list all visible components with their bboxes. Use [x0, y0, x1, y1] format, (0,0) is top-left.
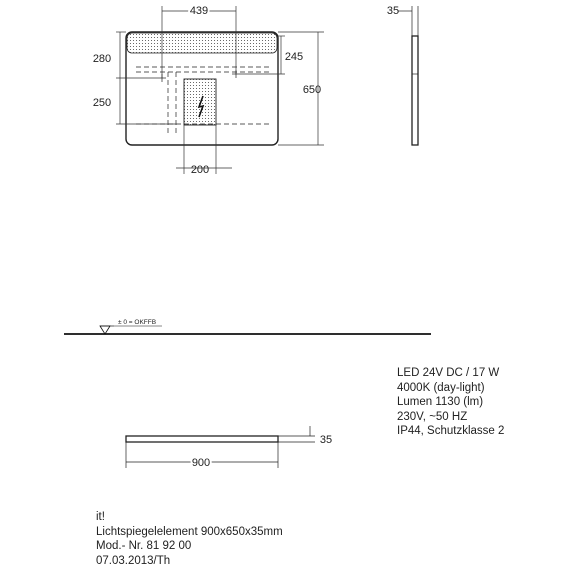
dim-bottom-width: 200 — [190, 164, 210, 176]
front-dimension-lines — [116, 6, 324, 174]
spec-line: IP44, Schutzklasse 2 — [397, 425, 505, 438]
plan-view — [126, 426, 315, 468]
dim-depth-side: 35 — [386, 5, 400, 17]
dim-depth-plan: 35 — [319, 434, 333, 446]
dim-right-upper: 245 — [284, 51, 304, 63]
mirror-plan-profile — [126, 436, 278, 442]
title-line: Mod.- Nr. 81 92 00 — [96, 540, 192, 553]
title-block — [96, 510, 283, 568]
dim-height-total: 650 — [302, 84, 322, 96]
title-line: it! — [96, 511, 105, 523]
title-line: 07.03.2013/Th — [96, 554, 171, 567]
dim-width-plan: 900 — [191, 457, 211, 469]
floor-reference — [64, 326, 431, 334]
spec-block — [397, 366, 504, 439]
front-view — [126, 32, 278, 145]
dim-width-top: 439 — [189, 5, 209, 17]
mirror-side-profile — [412, 36, 418, 145]
title-line: Lichtspiegelelement 900x650x35mm — [96, 525, 283, 538]
spec-line: 230V, ~50 HZ — [397, 410, 468, 423]
dim-height-upper: 280 — [92, 53, 112, 65]
dim-height-lower: 250 — [92, 97, 112, 109]
side-view — [398, 6, 418, 145]
light-strip — [127, 33, 277, 53]
spec-line: LED 24V DC / 17 W — [397, 367, 500, 379]
spec-line: Lumen 1130 (lm) — [397, 396, 484, 409]
spec-line: 4000K (day-light) — [397, 381, 485, 394]
floor-label: ± 0 = OKFFB — [118, 319, 157, 326]
